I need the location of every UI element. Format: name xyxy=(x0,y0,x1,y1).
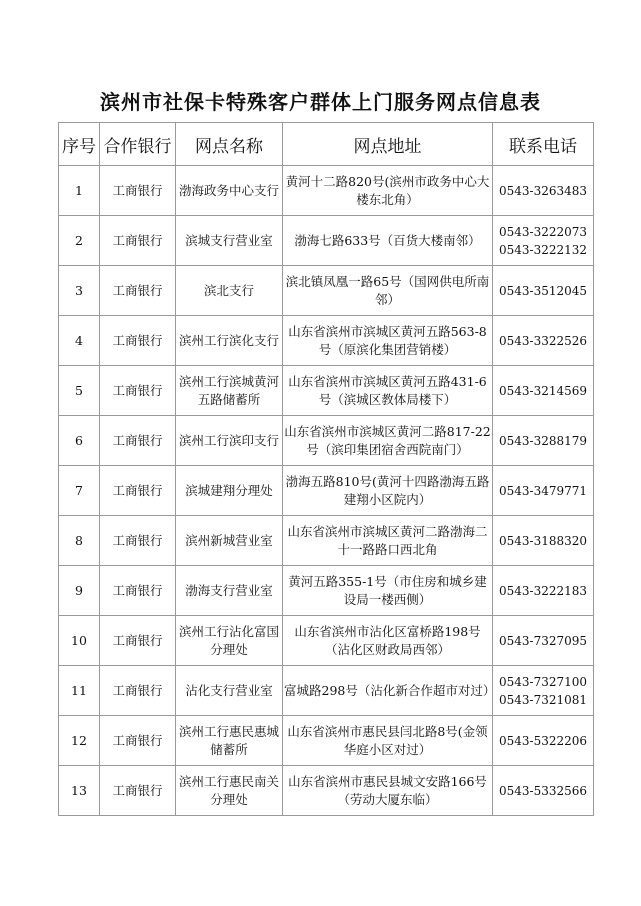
phone-number: 0543-3188320 xyxy=(498,533,588,548)
table-header-row xyxy=(59,123,594,166)
table-row xyxy=(59,466,594,516)
cell-name: 滨州工行滨化支行 xyxy=(176,316,283,366)
cell-no: 1 xyxy=(59,166,100,216)
cell-no: 7 xyxy=(59,466,100,516)
cell-address: 滨北镇凤凰一路65号（国网供电所南邻） xyxy=(283,266,493,316)
cell-name: 滨州工行滨城黄河五路储蓄所 xyxy=(176,366,283,416)
cell-bank: 工商银行 xyxy=(100,566,176,616)
phone-number: 0543-5332566 xyxy=(498,783,588,798)
cell-address: 山东省滨州市惠民县闫北路8号(金领华庭小区对过） xyxy=(283,716,493,766)
cell-bank: 工商银行 xyxy=(100,316,176,366)
cell-no: 8 xyxy=(59,516,100,566)
header-address: 网点地址 xyxy=(283,123,493,166)
cell-bank: 工商银行 xyxy=(100,216,176,266)
cell-phone xyxy=(493,166,594,216)
cell-bank: 工商银行 xyxy=(100,766,176,816)
cell-name: 滨州工行沾化富国分理处 xyxy=(176,616,283,666)
phone-number: 0543-3263483 xyxy=(498,183,588,198)
cell-name: 沾化支行营业室 xyxy=(176,666,283,716)
phone-number: 0543-3512045 xyxy=(498,283,588,298)
phone-number: 0543-5322206 xyxy=(498,733,588,748)
phone-number: 0543-7327095 xyxy=(498,633,588,648)
cell-address: 山东省滨州市惠民县城文安路166号（劳动大厦东临） xyxy=(283,766,493,816)
cell-phone xyxy=(493,366,594,416)
cell-phone xyxy=(493,216,594,266)
cell-bank: 工商银行 xyxy=(100,166,176,216)
cell-no: 2 xyxy=(59,216,100,266)
table-row xyxy=(59,316,594,366)
phone-number: 0543-3479771 xyxy=(498,483,588,498)
cell-no: 3 xyxy=(59,266,100,316)
cell-no: 9 xyxy=(59,566,100,616)
document-title: 滨州市社保卡特殊客户群体上门服务网点信息表 xyxy=(100,90,541,114)
header-bank: 合作银行 xyxy=(100,123,176,166)
cell-no: 10 xyxy=(59,616,100,666)
cell-name: 渤海支行营业室 xyxy=(176,566,283,616)
cell-bank: 工商银行 xyxy=(100,716,176,766)
cell-address: 山东省滨州市滨城区黄河五路431-6号（滨城区教体局楼下） xyxy=(283,366,493,416)
header-no: 序号 xyxy=(59,123,100,166)
cell-bank: 工商银行 xyxy=(100,416,176,466)
table-row xyxy=(59,216,594,266)
cell-name: 滨城支行营业室 xyxy=(176,216,283,266)
cell-address: 黄河十二路820号(滨州市政务中心大楼东北角） xyxy=(283,166,493,216)
phone-number: 0543-3222073 xyxy=(498,224,588,239)
phone-number: 0543-3322526 xyxy=(498,333,588,348)
cell-no: 6 xyxy=(59,416,100,466)
table-row xyxy=(59,266,594,316)
cell-address: 山东省滨州市滨城区黄河二路渤海二十一路路口西北角 xyxy=(283,516,493,566)
cell-name: 渤海政务中心支行 xyxy=(176,166,283,216)
table-row xyxy=(59,516,594,566)
cell-phone xyxy=(493,566,594,616)
cell-name: 滨州工行惠民南关分理处 xyxy=(176,766,283,816)
cell-phone xyxy=(493,716,594,766)
phone-number: 0543-3222132 xyxy=(498,242,588,257)
table-row xyxy=(59,416,594,466)
cell-name: 滨州新城营业室 xyxy=(176,516,283,566)
service-outlet-table xyxy=(58,122,594,816)
cell-no: 13 xyxy=(59,766,100,816)
cell-name: 滨北支行 xyxy=(176,266,283,316)
phone-number: 0543-7321081 xyxy=(498,692,588,707)
cell-phone xyxy=(493,766,594,816)
phone-number: 0543-7327100 xyxy=(498,674,588,689)
cell-bank: 工商银行 xyxy=(100,616,176,666)
cell-no: 5 xyxy=(59,366,100,416)
cell-phone xyxy=(493,266,594,316)
cell-bank: 工商银行 xyxy=(100,266,176,316)
cell-address: 渤海七路633号（百货大楼南邻） xyxy=(283,216,493,266)
table-row xyxy=(59,166,594,216)
cell-address: 渤海五路810号(黄河十四路渤海五路建翔小区院内） xyxy=(283,466,493,516)
cell-phone xyxy=(493,616,594,666)
table-row xyxy=(59,616,594,666)
table-row xyxy=(59,566,594,616)
cell-phone xyxy=(493,316,594,366)
cell-phone xyxy=(493,666,594,716)
phone-number: 0543-3222183 xyxy=(498,583,588,598)
cell-address: 富城路298号（沾化新合作超市对过） xyxy=(283,666,493,716)
cell-no: 4 xyxy=(59,316,100,366)
cell-name: 滨州工行滨印支行 xyxy=(176,416,283,466)
table-row xyxy=(59,666,594,716)
table-row xyxy=(59,716,594,766)
cell-phone xyxy=(493,416,594,466)
cell-address: 山东省滨州市滨城区黄河二路817-22号（滨印集团宿舍西院南门） xyxy=(283,416,493,466)
header-phone: 联系电话 xyxy=(493,123,594,166)
cell-name: 滨城建翔分理处 xyxy=(176,466,283,516)
cell-no: 11 xyxy=(59,666,100,716)
cell-phone xyxy=(493,516,594,566)
cell-bank: 工商银行 xyxy=(100,366,176,416)
phone-number: 0543-3214569 xyxy=(498,383,588,398)
header-name: 网点名称 xyxy=(176,123,283,166)
cell-address: 山东省滨州市沾化区富桥路198号（沾化区财政局西邻） xyxy=(283,616,493,666)
cell-address: 山东省滨州市滨城区黄河五路563-8号（原滨化集团营销楼） xyxy=(283,316,493,366)
phone-number: 0543-3288179 xyxy=(498,433,588,448)
cell-bank: 工商银行 xyxy=(100,516,176,566)
cell-name: 滨州工行惠民惠城储蓄所 xyxy=(176,716,283,766)
cell-phone xyxy=(493,466,594,516)
table-row xyxy=(59,766,594,816)
table-row xyxy=(59,366,594,416)
cell-bank: 工商银行 xyxy=(100,666,176,716)
cell-address: 黄河五路355-1号（市住房和城乡建设局一楼西侧） xyxy=(283,566,493,616)
cell-no: 12 xyxy=(59,716,100,766)
cell-bank: 工商银行 xyxy=(100,466,176,516)
